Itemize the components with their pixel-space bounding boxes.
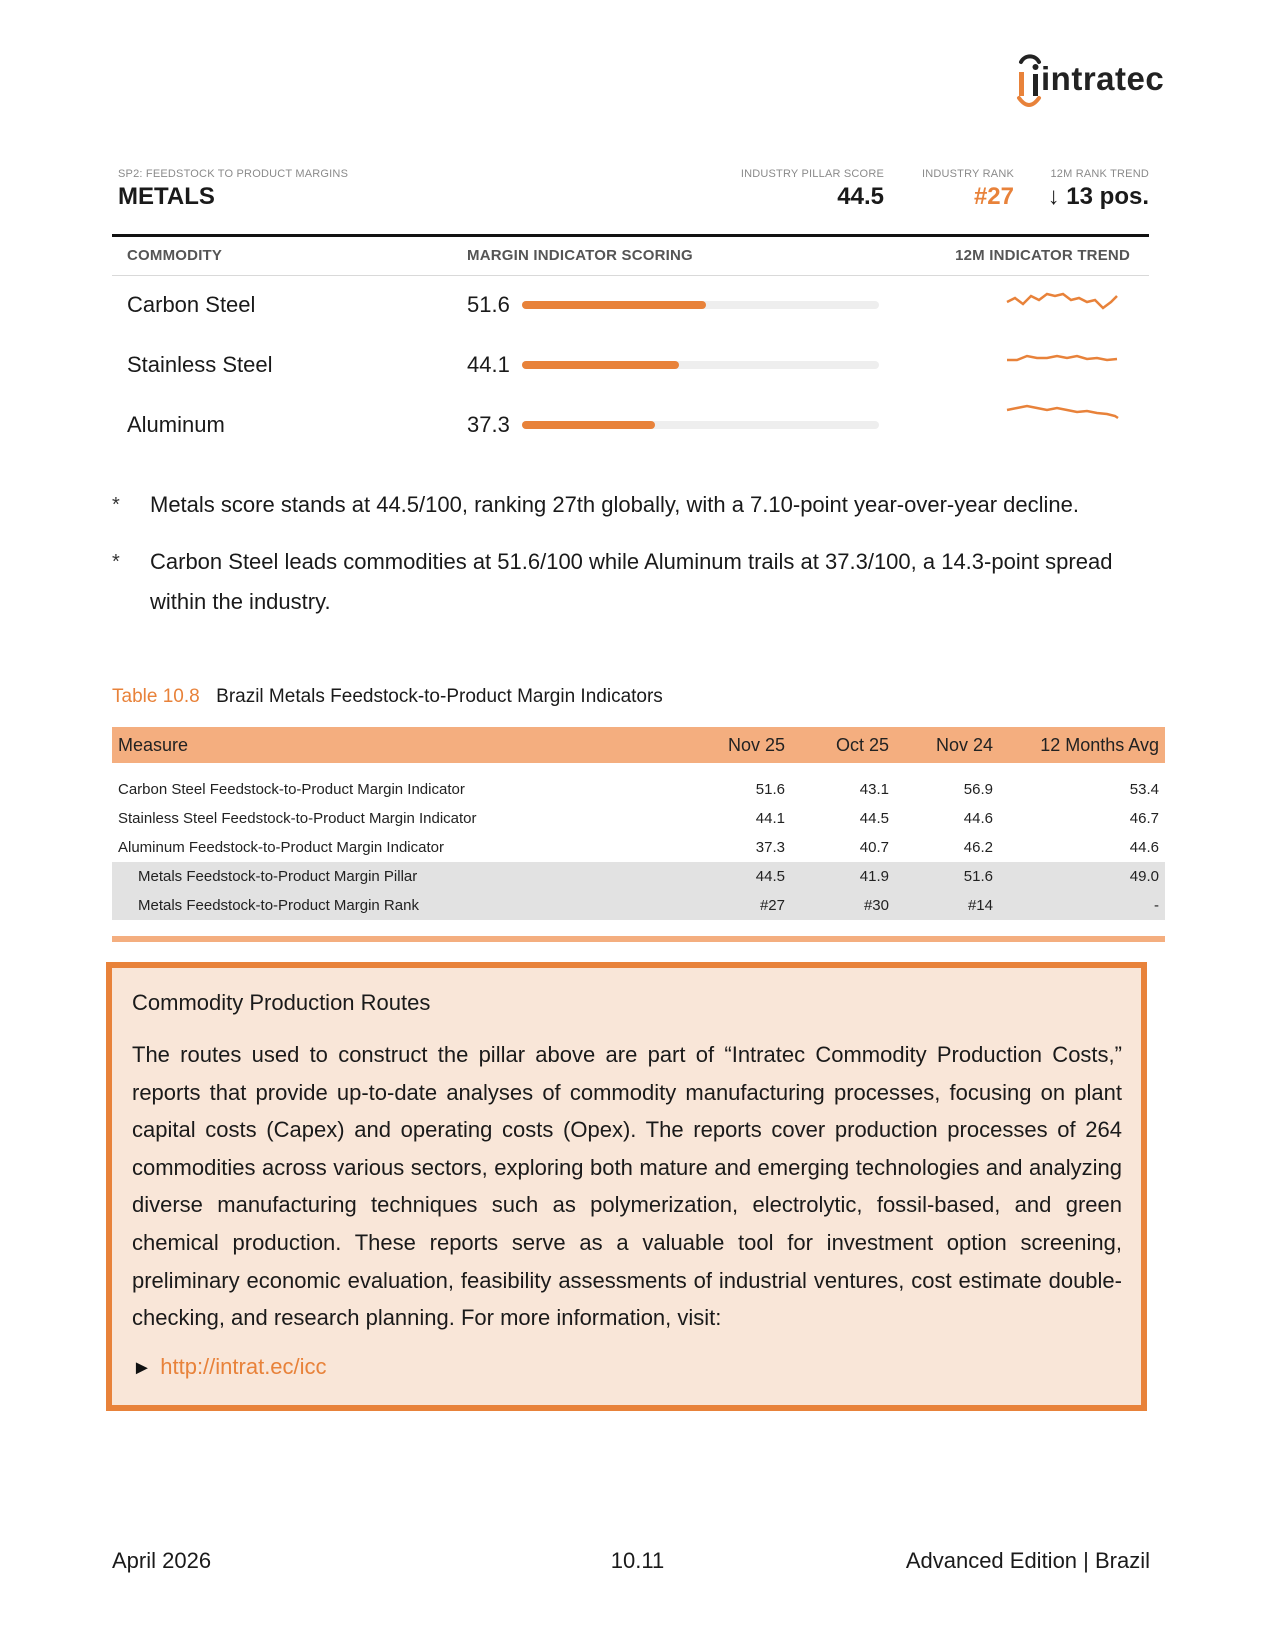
bullet-marker: * (112, 551, 120, 573)
intratec-logo (1013, 52, 1163, 112)
value-cell: 51.6 (755, 781, 785, 798)
measure-cell: Carbon Steel Feedstock-to-Product Margin Indicator (118, 781, 465, 798)
summary-row-rank (112, 891, 1165, 920)
table-bottom-rule (112, 936, 1165, 942)
header-divider (112, 234, 1149, 237)
pillar-score-label: INDUSTRY PILLAR SCORE (740, 168, 884, 180)
header-nov25: Nov 25 (685, 727, 791, 763)
table-header-row (112, 727, 1165, 763)
table-row (112, 804, 1165, 833)
trend-label: 12M RANK TREND (1050, 168, 1149, 180)
value-cell: 44.1 (755, 810, 785, 827)
value-cell: 37.3 (755, 839, 785, 856)
measure-cell: Stainless Steel Feedstock-to-Product Margin Indicator (118, 810, 477, 827)
value-cell: 51.6 (895, 862, 999, 891)
industry-rank: #27 (973, 183, 1014, 210)
trend-sparkline-aluminum (1005, 398, 1125, 422)
measure-cell: Metals Feedstock-to-Product Margin Rank (112, 891, 685, 920)
score-bar-track (522, 421, 879, 429)
table-number: Table 10.8 (112, 686, 200, 707)
value-cell: 46.7 (1129, 810, 1159, 827)
col-trend: 12M INDICATOR TREND (955, 247, 1130, 264)
box-body: The routes used to construct the pillar above are part of “Intratec Commodity Production Costs,” reports that provide up-to-date analyses of commodity manufacturing processes, focusing on plant capital costs (Capex) and operating costs (Opex). The reports cover production processes of 264 commodities across various sectors, exploring both mature and emerging technologies and analyzing diverse manufacturing techniques such as polymerization, electrolytic, fossil-based, and green chemical production. These reports serve as a valuable tool for investment option screening, preliminary economic evaluation, feasibility assessments of industrial ventures, cost estimate double-checking, and research planning. For more information, visit: (132, 1042, 1122, 1331)
commodity-name: Stainless Steel (127, 352, 273, 377)
value-cell: 53.4 (1129, 781, 1159, 798)
value-cell: 44.5 (859, 810, 889, 827)
table-title: Brazil Metals Feedstock-to-Product Margin Indicators (216, 686, 663, 707)
commodity-name: Carbon Steel (127, 292, 256, 317)
commodity-score: 44.1 (467, 352, 510, 377)
value-cell: #27 (685, 891, 791, 920)
value-cell: 41.9 (791, 862, 895, 891)
section-tag: SP2: FEEDSTOCK TO PRODUCT MARGINS (118, 168, 349, 180)
value-cell: 44.6 (1129, 839, 1159, 856)
measure-cell: Aluminum Feedstock-to-Product Margin Indicator (118, 839, 444, 856)
value-cell: #30 (791, 891, 895, 920)
scoring-divider (112, 275, 1149, 276)
score-bar-fill (522, 421, 655, 429)
value-cell: 49.0 (999, 862, 1165, 891)
score-bar-track (522, 301, 879, 309)
bullet-marker: * (112, 494, 120, 516)
footer-page-number: 10.11 (610, 1548, 665, 1573)
commodity-score: 37.3 (467, 412, 510, 437)
bullet-text: Carbon Steel leads commodities at 51.6/100 while Aluminum trails at 37.3/100, a 14.3-point spread within the industry. (150, 549, 1113, 614)
measure-cell: Metals Feedstock-to-Product Margin Pillar (112, 862, 685, 891)
summary-row-pillar (112, 862, 1165, 891)
logo-wordmark: intratec (1041, 60, 1165, 97)
col-commodity: COMMODITY (127, 247, 223, 264)
col-margin: MARGIN INDICATOR SCORING (467, 247, 693, 264)
value-cell: 44.6 (963, 810, 993, 827)
rank-label: INDUSTRY RANK (921, 168, 1014, 180)
table-row (112, 833, 1165, 862)
score-bar-track (522, 361, 879, 369)
score-bar-fill (522, 361, 679, 369)
value-cell: #14 (895, 891, 999, 920)
production-routes-box (106, 962, 1147, 1411)
margin-indicators-table (112, 727, 1165, 920)
value-cell: 56.9 (963, 781, 993, 798)
header-measure: Measure (112, 727, 685, 763)
commodity-name: Aluminum (127, 412, 225, 437)
header-oct25: Oct 25 (791, 727, 895, 763)
footer-edition: Advanced Edition | Brazil (905, 1548, 1150, 1573)
bullet-text: Metals score stands at 44.5/100, ranking 27th globally, with a 7.10-point year-over-year decline. (150, 492, 1079, 517)
value-cell: 40.7 (859, 839, 889, 856)
value-cell: 43.1 (859, 781, 889, 798)
box-link-row (132, 1354, 327, 1380)
value-cell: 46.2 (963, 839, 993, 856)
value-cell: - (999, 891, 1165, 920)
icc-link[interactable]: http://intrat.ec/icc (160, 1354, 327, 1379)
trend-sparkline-carbon-steel (1005, 288, 1125, 312)
table-row (112, 775, 1165, 804)
value-cell: 44.5 (685, 862, 791, 891)
box-title: Commodity Production Routes (132, 990, 431, 1015)
header-12m-avg: 12 Months Avg (999, 727, 1165, 763)
trend-sparkline-stainless-steel (1005, 348, 1125, 372)
pillar-score: 44.5 (837, 183, 884, 210)
industry-title: METALS (118, 183, 215, 210)
play-arrow-icon: ► (132, 1357, 152, 1379)
commodity-score: 51.6 (467, 292, 510, 317)
header-nov24: Nov 24 (895, 727, 999, 763)
rank-trend: ↓ 13 pos. (1047, 183, 1149, 210)
score-bar-fill (522, 301, 706, 309)
table-caption (112, 686, 663, 708)
footer-date: April 2026 (112, 1548, 212, 1573)
